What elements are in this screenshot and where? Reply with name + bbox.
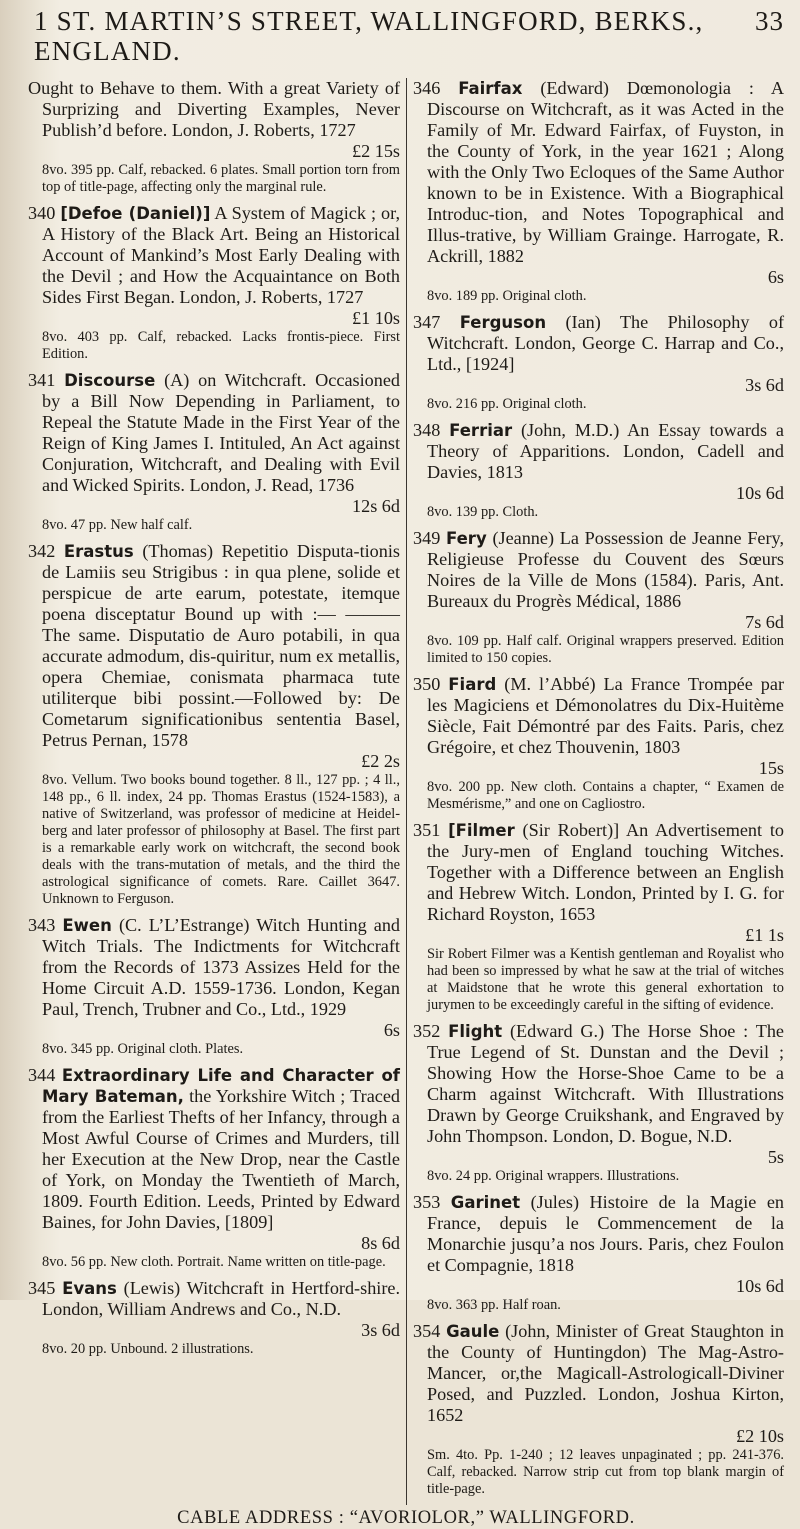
entry-text: Ought to Behave to them. With a great Variety of Surprizing and Diverting Examples, Never Publish’d before. London, J. Roberts, 1727 — [28, 78, 400, 140]
entry-text: (Edward) Dœmonologia : A Discourse on Witchcraft, as it was Acted in the Family of Mr. Edward Fairfax, of Fuyston, in the County of York, in the year 1621 ; Along with the Only Two Ecloques of the Same Author known to be in Existence. With a Biographical Introduc-tion, and Notes Topographical and Illus-trative, by William Grainge. Harrogate, R. Ackrill, 1882 — [427, 78, 784, 266]
catalogue-entry — [413, 1021, 784, 1185]
lot-number: 348 — [413, 420, 441, 440]
entry-description: 8vo. 216 pp. Original cloth. — [427, 396, 587, 412]
catalogue-entry — [28, 370, 400, 534]
entry-title — [413, 528, 784, 612]
lot-number: 347 — [413, 312, 441, 332]
entry-text: (Jules) Histoire de la Magie en France, depuis le Commencement de la Monarchie jusqu’a nos Jours. Paris, chez Foulon et Compagnie, 1818 — [427, 1192, 785, 1275]
price-line — [413, 758, 784, 779]
entry-description: 8vo. 345 pp. Original cloth. Plates. — [42, 1041, 244, 1057]
entry-title — [413, 1321, 784, 1426]
entry-title — [28, 370, 400, 496]
entry-title — [413, 420, 784, 483]
catalogue-entry — [413, 1192, 784, 1314]
entry-description: 8vo. 395 pp. Calf, rebacked. 6 plates. Small portion torn from top of title-page, affecting only the marginal rule. — [42, 162, 400, 195]
price-line — [413, 1147, 784, 1168]
catalogue-entry — [28, 203, 400, 363]
price: £2 15s — [352, 141, 400, 161]
entry-title — [28, 203, 400, 308]
price-line — [413, 375, 784, 396]
entry-text: (A) on Witchcraft. Occasioned by a Bill Now Depending in Parliament, to Repeal the Statute Made in the First Year of the Reign of King James I. Intituled, An Act against Conjuration, Witchcraft, and Dealing with Evil and Wicked Spirits. London, J. Read, 1736 — [42, 370, 401, 495]
author-name: [Filmer — [448, 821, 515, 840]
price-line — [28, 496, 400, 517]
price-line — [413, 267, 784, 288]
price-line — [413, 483, 784, 504]
entry-title — [28, 78, 400, 141]
author-name: Ferriar — [449, 421, 513, 440]
price: 5s — [767, 1147, 784, 1167]
entry-text: (C. L’L’Estrange) Witch Hunting and Witch Trials. The Indictments for Witchcraft from the Records of 1373 Assizes Held for the Home Circuit A.D. 1559-1736. London, Kegan Paul, Trench, Trubner and Co., Ltd., 1929 — [42, 915, 401, 1019]
running-head — [34, 6, 784, 66]
author-name: Gaule — [446, 1322, 500, 1341]
author-name: Flight — [448, 1022, 503, 1041]
entry-text: (Edward G.) The Horse Shoe : The True Legend of St. Dunstan and the Devil ; Showing How the Horse-Shoe Came to be a Charm against Witchcraft. With Illustrations Drawn by George Cruikshank, and Engraved by John Thompson. London, D. Bogue, N.D. — [427, 1021, 785, 1146]
entry-description: 8vo. 139 pp. Cloth. — [427, 504, 539, 520]
price: 8s 6d — [361, 1233, 400, 1253]
catalogue-entry — [413, 674, 784, 813]
price: 3s 6d — [745, 375, 784, 395]
entry-text: A System of Magick ; or, A History of the Black Art. Being an Historical Account of Mankind’s Most Early Dealing with the Devil ; and How the Acquaintance on Both Sides First Began. London, J. Roberts, 1727 — [42, 203, 400, 307]
catalogue-entry — [28, 78, 400, 196]
price: 6s — [383, 1020, 400, 1040]
price: £2 2s — [361, 751, 400, 771]
price-line — [28, 141, 400, 162]
entry-description: 8vo. 200 pp. New cloth. Contains a chapter, “ Examen de Mesmérisme,” and one on Cagliostro. — [427, 779, 784, 812]
entry-text: (Sir Robert)] An Advertisement to the Jury-men of England touching Witches. Together with a Difference between an English and Hebrew Witch. London, Printed by I. G. for Richard Royston, 1653 — [427, 820, 785, 924]
price-line — [413, 925, 784, 946]
price-line — [28, 1020, 400, 1041]
left-column — [28, 78, 406, 1505]
price-line — [28, 751, 400, 772]
catalogue-entry — [413, 78, 784, 305]
entry-description: 8vo. 20 pp. Unbound. 2 illustrations. — [42, 1341, 254, 1357]
entry-description: 8vo. Vellum. Two books bound together. 8 ll., 127 pp. ; 4 ll., 148 pp., 6 ll. index, 24 pp. Thomas Erastus (1524-1583), a native of Switzerland, was professor of medicine at Heidel-berg and later professor of philosophy at Basel. The first part is a remarkable early work on witchcraft, the second book deals with the trans-mutation of metals, and the third the astrological significance of comets. Rare. Caillet 3647. Unknown to Ferguson. — [42, 772, 400, 907]
entry-description: 8vo. 47 pp. New half calf. — [42, 517, 193, 533]
lot-number: 354 — [413, 1321, 441, 1341]
entry-title — [28, 915, 400, 1020]
price: 3s 6d — [361, 1320, 400, 1340]
catalogue-entry — [413, 820, 784, 1014]
author-name: Discourse — [64, 371, 156, 390]
entry-description: 8vo. 24 pp. Original wrappers. Illustrations. — [427, 1168, 680, 1184]
author-name: [Defoe (Daniel)] — [60, 204, 211, 223]
entry-title — [413, 312, 784, 375]
catalogue-entry — [413, 528, 784, 667]
entry-title — [28, 1278, 400, 1320]
entry-text: (Thomas) Repetitio Disputa-tionis de Lamiis seu Strigibus : in qua plene, solide et perspicue de arte earum, potestate, itemque poena disceptatur Bound up with :— ——— The same. Disputatio de Auro potabili, in qua accurate admodum, dis-quiritur, num ex metallis, opera Chemiae, conismata pharmaca tute utiliterque bibi possint.—Followed by: De Cometarum significationibus sententia Basel, Petrus Pernan, 1578 — [42, 541, 400, 750]
lot-number: 349 — [413, 528, 441, 548]
author-name: Erastus — [63, 542, 134, 561]
cable-address: CABLE ADDRESS : “AVORIOLOR,” WALLINGFORD. — [177, 1508, 635, 1528]
entry-description: 8vo. 56 pp. New cloth. Portrait. Name written on title-page. — [42, 1254, 386, 1270]
entry-text: (John, M.D.) An Essay towards a Theory of Apparitions. London, Cadell and Davies, 1813 — [427, 420, 785, 482]
price: £1 10s — [352, 308, 400, 328]
catalogue-entry — [28, 1065, 400, 1271]
entry-description: Sir Robert Filmer was a Kentish gentleman and Royalist who had been so impressed by what he saw at the trial of witches at Maidstone that he wrote this general exhortation to jurymen to be exceedingly careful in the sifting of evidence. — [427, 946, 784, 1013]
entry-description: Sm. 4to. Pp. 1-240 ; 12 leaves unpaginated ; pp. 241-376. Calf, rebacked. Narrow strip cut from top blank margin of title-page. — [427, 1447, 784, 1497]
price: 6s — [767, 267, 784, 287]
author-name: Fairfax — [458, 79, 523, 98]
entry-title — [413, 1192, 784, 1276]
price-line — [413, 1276, 784, 1297]
entry-title — [413, 78, 784, 267]
lot-number: 350 — [413, 674, 441, 694]
price-line — [28, 1233, 400, 1254]
price-line — [28, 308, 400, 329]
entry-text: the Yorkshire Witch ; Traced from the Earliest Thefts of her Infancy, through a Most Awful Course of Crimes and Murders, till her Execution at the New Drop, near the Castle of York, on Monday the Twentieth of March, 1809. Fourth Edition. Leeds, Printed by Edward Baines, for John Davies, [1809] — [42, 1086, 401, 1232]
lot-number: 341 — [28, 370, 56, 390]
price: 10s 6d — [736, 1276, 784, 1296]
lot-number: 344 — [28, 1065, 56, 1085]
catalogue-entry — [28, 1278, 400, 1358]
entry-text: (Ian) The Philosophy of Witchcraft. London, George C. Harrap and Co., Ltd., [1924] — [427, 312, 785, 374]
right-column — [406, 78, 784, 1505]
entry-text: (Lewis) Witchcraft in Hertford-shire. London, William Andrews and Co., N.D. — [42, 1278, 401, 1319]
lot-number: 352 — [413, 1021, 441, 1041]
author-name: Extraordinary Life and Character of Mary Bateman, — [42, 1066, 400, 1106]
entry-title — [413, 674, 784, 758]
lot-number: 342 — [28, 541, 56, 561]
price: £1 1s — [745, 925, 784, 945]
lot-number: 346 — [413, 78, 441, 98]
author-name: Garinet — [450, 1193, 521, 1212]
catalogue-entry — [413, 312, 784, 413]
entry-title — [413, 1021, 784, 1147]
author-name: Ewen — [62, 916, 112, 935]
price-line — [28, 1320, 400, 1341]
author-name: Fery — [446, 529, 487, 548]
lot-number: 353 — [413, 1192, 441, 1212]
entry-text: (Jeanne) La Possession de Jeanne Fery, Religieuse Professe du Couvent des Sœurs Noires de la Ville de Mons (1584). Paris, Ant. Bureaux du Progrès Médical, 1886 — [427, 528, 785, 611]
page-number: 33 — [755, 6, 784, 36]
catalogue-entry — [28, 915, 400, 1058]
catalogue-columns — [28, 78, 784, 1505]
author-name: Fiard — [448, 675, 497, 694]
entry-text: (John, Minister of Great Staughton in the County of Huntingdon) The Mag-Astro-Mancer, or,the Magicall-Astrologicall-Diviner Posed, and Puzzled. London, Joshua Kirton, 1652 — [427, 1321, 785, 1425]
entry-title — [413, 820, 784, 925]
entry-description: 8vo. 109 pp. Half calf. Original wrappers preserved. Edition limited to 150 copies. — [427, 633, 784, 666]
entry-title — [28, 1065, 400, 1233]
lot-number: 340 — [28, 203, 56, 223]
catalogue-entry — [413, 420, 784, 521]
author-name: Evans — [62, 1279, 117, 1298]
price: 7s 6d — [745, 612, 784, 632]
lot-number: 343 — [28, 915, 56, 935]
entry-text: (M. l’Abbé) La France Trompée par les Magiciens et Démonolatres du Dix-Huitème Siècle, Fait Démontré par des Faits. Paris, chez Grégoire, et chez Thouvenin, 1803 — [427, 674, 785, 757]
catalogue-entry — [28, 541, 400, 908]
catalogue-entry — [413, 1321, 784, 1498]
author-name: Ferguson — [459, 313, 547, 332]
entry-description: 8vo. 189 pp. Original cloth. — [427, 288, 587, 304]
price: 15s — [758, 758, 784, 778]
price: 12s 6d — [352, 496, 400, 516]
price-line — [413, 1426, 784, 1447]
lot-number: 345 — [28, 1278, 56, 1298]
entry-description: 8vo. 363 pp. Half roan. — [427, 1297, 561, 1313]
lot-number: 351 — [413, 820, 441, 840]
price: 10s 6d — [736, 483, 784, 503]
entry-title — [28, 541, 400, 751]
price-line — [413, 612, 784, 633]
price: £2 10s — [736, 1426, 784, 1446]
header-title: 1 ST. MARTIN’S STREET, WALLINGFORD, BERKS., ENGLAND. — [34, 6, 704, 66]
entry-description: 8vo. 403 pp. Calf, rebacked. Lacks frontis-piece. First Edition. — [42, 329, 400, 362]
